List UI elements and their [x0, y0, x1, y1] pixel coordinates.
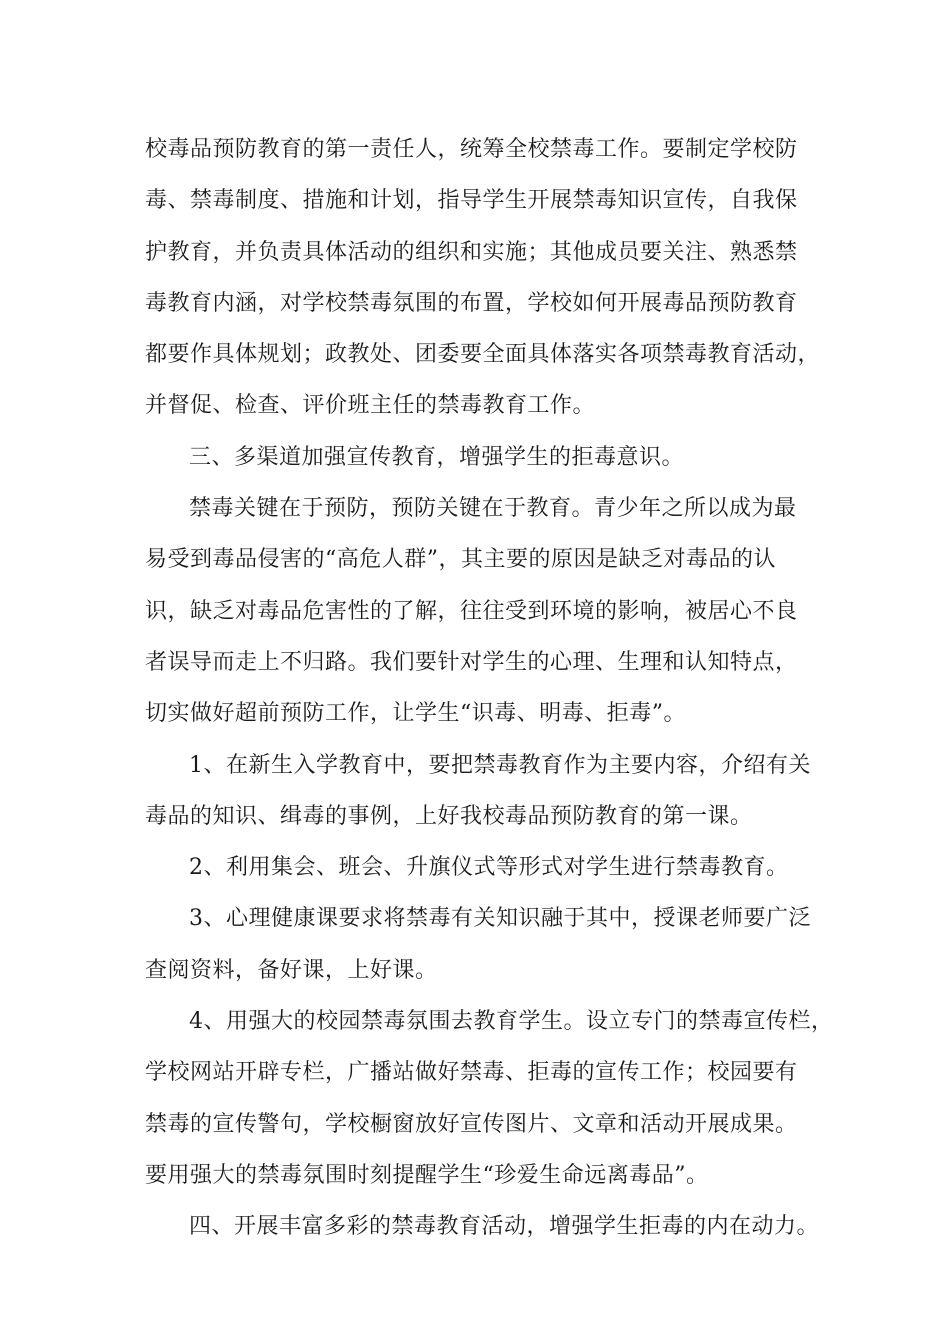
- section-heading-3: 三、多渠道加强宣传教育，增强学生的拒毒意识。: [189, 444, 685, 470]
- text-line: 者误导而走上不归路。我们要针对学生的心理、生理和认知特点，: [145, 649, 798, 675]
- list-item-2: 2、利用集会、班会、升旗仪式等形式对学生进行禁毒教育。: [189, 855, 789, 881]
- text-line: 切实做好超前预防工作，让学生“识毒、明毒、拒毒”。: [145, 701, 686, 727]
- text-line: 护教育，并负责具体活动的组织和实施；其他成员要关注、熟悉禁: [145, 239, 798, 265]
- text-line: 毒教育内涵，对学校禁毒氛围的布置，学校如何开展毒品预防教育: [145, 290, 798, 316]
- text-line: 要用强大的禁毒氛围时刻提醒学生“珍爱生命远离毒品”。: [145, 1162, 709, 1188]
- text-line: 识，缺乏对毒品危害性的了解，往往受到环境的影响，被居心不良: [145, 598, 798, 624]
- text-line: 学校网站开辟专栏，广播站做好禁毒、拒毒的宣传工作；校园要有: [145, 1060, 798, 1086]
- list-item-3: 3、心理健康课要求将禁毒有关知识融于其中，授课老师要广泛: [189, 906, 811, 932]
- text-line: 都要作具体规划；政教处、团委要全面具体落实各项禁毒教育活动，: [145, 342, 821, 368]
- text-line: 并督促、检查、评价班主任的禁毒教育工作。: [145, 393, 596, 419]
- list-item-1: 1、在新生入学教育中，要把禁毒教育作为主要内容，介绍有关: [189, 752, 811, 778]
- text-line: 查阅资料，备好课，上好课。: [145, 957, 438, 983]
- text-line: 毒品的知识、缉毒的事例，上好我校毒品预防教育的第一课。: [145, 803, 753, 829]
- text-line: 校毒品预防教育的第一责任人，统筹全校禁毒工作。要制定学校防: [145, 137, 798, 162]
- text-line: 禁毒的宣传警句，学校橱窗放好宣传图片、文章和活动开展成果。: [145, 1111, 798, 1137]
- text-line: 毒、禁毒制度、措施和计划，指导学生开展禁毒知识宣传，自我保: [145, 188, 798, 214]
- text-line: 禁毒关键在于预防，预防关键在于教育。青少年之所以成为最: [189, 496, 797, 522]
- document-body: [145, 124, 834, 1253]
- text-line: 易受到毒品侵害的“高危人群”，其主要的原因是缺乏对毒品的认: [145, 547, 776, 573]
- list-item-4: 4、用强大的校园禁毒氛围去教育学生。设立专门的禁毒宣传栏，: [189, 1009, 834, 1035]
- section-heading-4: 四、开展丰富多彩的禁毒教育活动，增强学生拒毒的内在动力。: [189, 1214, 820, 1240]
